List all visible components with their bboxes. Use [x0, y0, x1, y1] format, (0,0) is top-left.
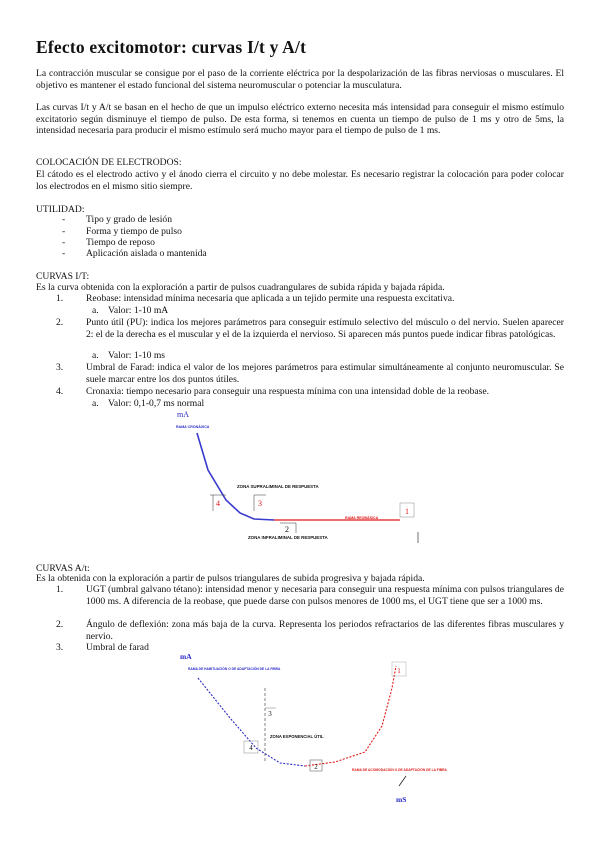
marker-box-2 [310, 760, 322, 771]
list-number: 1. [56, 584, 64, 595]
y-axis-label: mA [177, 410, 189, 419]
svg-text:2: 2 [314, 763, 318, 771]
intro-paragraph: La contracción muscular se consigue por el paso de la corriente eléctrica por la despolarización de las fibras nerviosas o musculares. El objetivo es mantener el estado funcional del sistema neuromuscular o potenciar la musculatura. [36, 68, 564, 91]
utility-item: Forma y tiempo de pulso [86, 226, 182, 237]
x-axis-label: mS [396, 795, 407, 804]
svg-text:2: 2 [285, 525, 289, 534]
chronaxic-curve [197, 433, 274, 520]
at-description: Es la obtenida con la exploración a partir de pulsos triangulares de subida progresiva y bajada rápida. [36, 573, 425, 584]
utility-item: Tipo y grado de lesión [86, 214, 172, 225]
svg-text:4: 4 [216, 499, 220, 508]
electrodes-heading: COLOCACIÓN DE ELECTRODOS: [36, 157, 182, 168]
bullet-mark: - [62, 226, 66, 237]
branch-label-rheobasic: RAMA REOBÁSICA [345, 516, 379, 520]
list-item: UGT (umbral galvano tétano): intensidad menor y necesaria para conseguir una respuesta mínima con pulsos triangulares de 1000 ms. A diferencia de la reobase, que puede darse con pulsos menores de 1000 ms, el UGT tiene que ser a 1000 ms. [86, 584, 564, 607]
utility-item: Tiempo de reposo [86, 237, 155, 248]
list-number: 3. [56, 362, 64, 373]
at-curve-figure [170, 648, 447, 808]
it-description: Es la curva obtenida con la exploración a partir de pulsos cuadrangulares de subida rápida y bajada rápida. [36, 282, 445, 293]
list-number: 3. [56, 642, 64, 653]
page-title: Efecto excitomotor: curvas I/t y A/t [36, 37, 307, 57]
svg-text:3: 3 [268, 710, 272, 718]
electrodes-paragraph: El cátodo es el electrodo activo y el ánodo cierra el circuito y no debe molestar. Es necesario registrar la colocación para poder colocar los electrodos en el mismo sitio siempre. [36, 169, 564, 192]
list-item: Ángulo de deflexión: zona más baja de la curva. Representa los periodos refractarios de las diferentes fibras musculares y nervio. [86, 619, 564, 642]
list-item: Umbral de farad [86, 642, 149, 653]
marker-box-1 [392, 662, 406, 676]
zone-supraliminal-label: ZONA SUPRALIMINAL DE RESPUESTA [237, 484, 319, 489]
marker-box-3 [265, 708, 276, 718]
marker-box-4 [244, 741, 258, 753]
utility-item: Aplicación aislada o mantenida [86, 248, 207, 259]
it-curve-figure [150, 405, 450, 547]
list-item: Umbral de Farad: indica el valor de los mejores parámetros para estimular simultáneamente al conjunto neuromuscular. Se suele marcar entre los dos puntos útiles. [86, 362, 564, 385]
list-item: Valor: 1-10 mA [108, 305, 169, 316]
list-letter: a. [92, 398, 99, 409]
zone-infraliminal-label: ZONA INFRALIMINAL DE RESPUESTA [248, 535, 328, 540]
y-axis-label: mA [180, 652, 192, 661]
curves-intro-paragraph: Las curvas I/t y A/t se basan en el hecho de que un impulso eléctrico externo necesita más intensidad para conseguir el mismo estímulo excitatorio según disminuye el tiempo de pulso. De esta forma, si tenemos en cuenta un tiempo de pulso de 1 ms y otro de 5ms, la intensidad necesaria para producir el mismo estímulo será mucho mayor para el tiempo de pulso de 1 ms. [36, 102, 564, 137]
svg-text:4: 4 [249, 744, 253, 752]
list-number: 1. [56, 293, 64, 304]
marker-box-2 [280, 523, 296, 534]
list-letter: a. [92, 350, 99, 361]
it-heading: CURVAS I/T: [36, 271, 90, 282]
bullet-mark: - [62, 237, 66, 248]
bullet-mark: - [62, 248, 66, 259]
svg-text:1: 1 [405, 507, 409, 516]
at-heading: CURVAS A/t: [36, 563, 90, 574]
list-number: 2. [56, 619, 64, 630]
list-item: Cronaxia: tiempo necesario para conseguir una respuesta mínima con una intensidad doble de la reobase. [86, 386, 490, 397]
list-item: Valor: 0,1-0,7 ms normal [108, 398, 205, 409]
axis-tick [399, 776, 406, 786]
accommodation-branch [305, 666, 396, 766]
right-branch-label: RAMA DE ACOMODACIÓN O DE ADAPTACIÓN DE LA FIBRA [352, 768, 447, 772]
left-branch-label: RAMA DE HABITUACIÓN O DE ADAPTACIÓN DE LA FIBRA [188, 667, 281, 671]
branch-label-chronaxic: RAMA CRONÁXICA [176, 425, 210, 429]
list-letter: a. [92, 305, 99, 316]
list-number: 2. [56, 317, 64, 328]
zone-exponential-label: ZONA EXPONENCIAL ÚTIL [270, 734, 324, 739]
list-item: Reobase: intensidad mínima necesaria que aplicada a un tejido permite una respuesta excitativa. [86, 293, 455, 304]
svg-text:3: 3 [258, 499, 262, 508]
utility-heading: UTILIDAD: [36, 204, 85, 215]
list-item: Punto útil (PU): indica los mejores parámetros para conseguir estímulo selectivo del músculo o del nervio. Suelen aparecer 2: el de la derecha es el muscular y el de la izquierda el nervioso. Si aparecen más puntos puede indicar fibras patológicas. [86, 317, 564, 340]
list-number: 4. [56, 386, 64, 397]
svg-text:1: 1 [397, 667, 401, 675]
marker-box-1 [400, 503, 414, 517]
bullet-mark: - [62, 214, 66, 225]
list-item: Valor: 1-10 ms [108, 350, 166, 361]
marker-box-3 [254, 495, 266, 511]
